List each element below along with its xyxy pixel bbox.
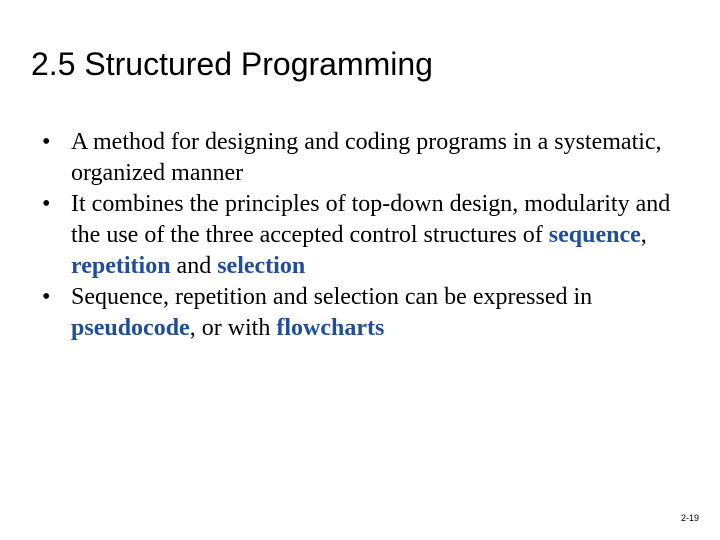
term-flowcharts: flowcharts bbox=[276, 315, 385, 341]
bullet-2-separator-2: and bbox=[170, 253, 218, 279]
bullet-item-3 bbox=[40, 282, 700, 344]
bullet-3-separator: , or with bbox=[189, 315, 277, 341]
term-repetition: repetition bbox=[71, 253, 171, 279]
bullet-2-text: It combines the principles of top-down design, modularity and the use of the three accepted control structures of bbox=[71, 191, 671, 248]
term-sequence: sequence bbox=[548, 222, 641, 248]
page-number: 2-19 bbox=[681, 513, 700, 523]
bullet-list bbox=[40, 127, 700, 344]
bullet-3-text: Sequence, repetition and selection can be expressed in bbox=[71, 284, 593, 310]
slide-title: 2.5 Structured Programming bbox=[31, 46, 433, 82]
bullet-item-1 bbox=[40, 127, 700, 189]
bullet-2-separator-1: , bbox=[640, 222, 647, 248]
bullet-1-text: A method for designing and coding programs in a systematic, organized manner bbox=[71, 129, 662, 186]
term-pseudocode: pseudocode bbox=[71, 315, 190, 341]
term-selection: selection bbox=[217, 253, 306, 279]
bullet-item-2 bbox=[40, 189, 700, 282]
